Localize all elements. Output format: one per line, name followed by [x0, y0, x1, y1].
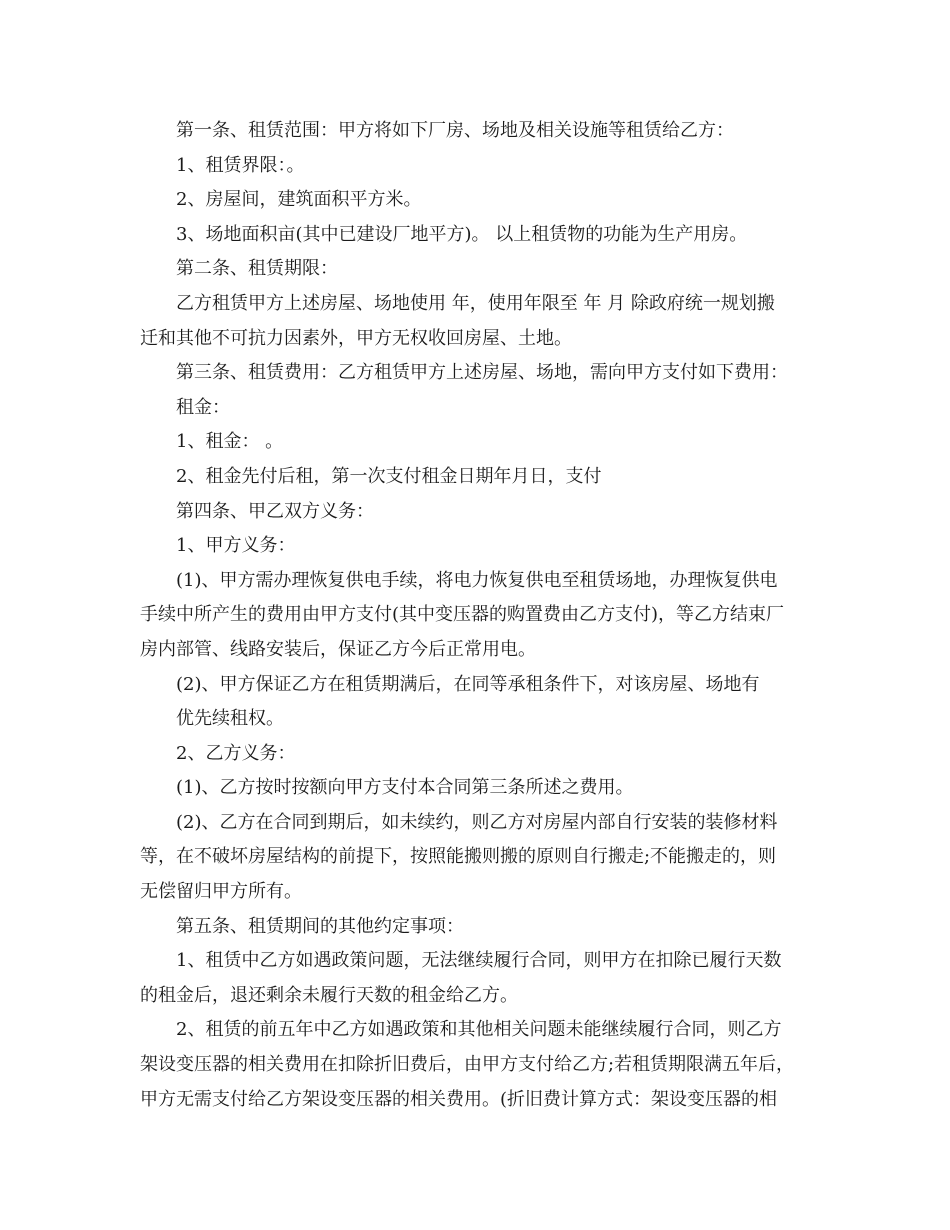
paragraph-line: 租金： — [176, 396, 230, 418]
article-5-heading: 第五条、租赁期间的其他约定事项： — [176, 915, 464, 937]
paragraph-line: 甲方无需支付给乙方架设变压器的相关费用。(折旧费计算方式：架设变压器的相 — [140, 1088, 778, 1110]
paragraph-line: 1、租赁中乙方如遇政策问题，无法继续履行合同，则甲方在扣除已履行天数 — [176, 950, 782, 972]
paragraph-line: 手续中所产生的费用由甲方支付(其中变压器的购置费由乙方支付)，等乙方结束厂 — [140, 604, 785, 626]
paragraph-line: 2、租赁的前五年中乙方如遇政策和其他相关问题未能继续履行合同，则乙方 — [176, 1019, 782, 1041]
paragraph-line: 2、乙方义务： — [176, 742, 296, 764]
paragraph-line: (2)、甲方保证乙方在租赁期满后，在同等承租条件下，对该房屋、场地有 — [176, 673, 760, 695]
paragraph-line: 乙方租赁甲方上述房屋、场地使用 年，使用年限至 年 月 除政府统一规划搬 — [176, 292, 775, 314]
paragraph-line: (2)、乙方在合同到期后，如未续约，则乙方对房屋内部自行安装的装修材料 — [176, 811, 778, 833]
paragraph-line: 优先续租权。 — [176, 708, 284, 730]
paragraph-line: 2、租金先付后租，第一次支付租金日期年月日，支付 — [176, 465, 602, 487]
paragraph-line: 1、租金： 。 — [176, 431, 284, 453]
paragraph-line: (1)、乙方按时按额向甲方支付本合同第三条所述之费用。 — [176, 777, 634, 799]
paragraph-line: 架设变压器的相关费用在扣除折旧费后，由甲方支付给乙方;若租赁期限满五年后， — [140, 1054, 795, 1076]
article-3-heading: 第三条、租赁费用：乙方租赁甲方上述房屋、场地，需向甲方支付如下费用： — [176, 362, 788, 384]
paragraph-line: 1、租赁界限：。 — [176, 154, 305, 176]
paragraph-line: 无偿留归甲方所有。 — [140, 881, 302, 903]
paragraph-line: 3、场地面积亩(其中已建设厂地平方)。 以上租赁物的功能为生产用房。 — [176, 223, 748, 245]
article-1-heading: 第一条、租赁范围：甲方将如下厂房、场地及相关设施等租赁给乙方： — [176, 120, 734, 141]
contract-body — [140, 114, 820, 1117]
paragraph-line: 1、甲方义务： — [176, 535, 296, 557]
paragraph-line: 迁和其他不可抗力因素外，甲方无权收回房屋、土地。 — [140, 327, 572, 349]
paragraph-line: 的租金后，退还剩余未履行天数的租金给乙方。 — [140, 984, 518, 1006]
paragraph-line: 房内部管、线路安装后，保证乙方今后正常用电。 — [140, 638, 536, 660]
paragraph-line: (1)、甲方需办理恢复供电手续，将电力恢复供电至租赁场地，办理恢复供电 — [176, 569, 778, 591]
article-4-heading: 第四条、甲乙双方义务： — [176, 500, 374, 522]
paragraph-line: 等，在不破坏房屋结构的前提下，按照能搬则搬的原则自行搬走;不能搬走的，则 — [140, 846, 777, 868]
paragraph-line: 2、房屋间，建筑面积平方米。 — [176, 189, 422, 211]
article-2-heading: 第二条、租赁期限： — [176, 258, 338, 280]
